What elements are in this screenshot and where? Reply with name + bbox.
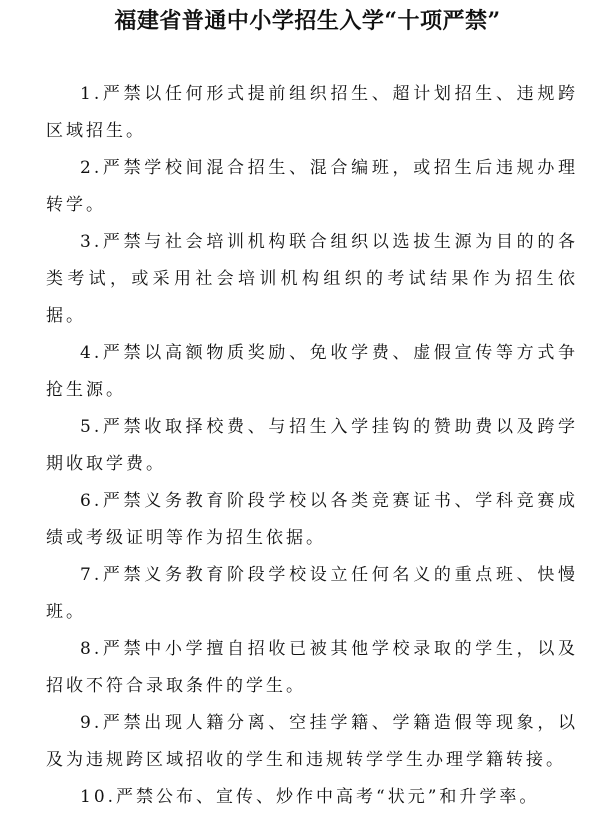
rule-item-6: 6.严禁义务教育阶段学校以各类竞赛证书、学科竞赛成绩或考级证明等作为招生依据。 xyxy=(46,491,578,548)
rule-item-7: 7.严禁义务教育阶段学校设立任何名义的重点班、快慢班。 xyxy=(46,565,578,622)
rule-item-5: 5.严禁收取择校费、与招生入学挂钩的赞助费以及跨学期收取学费。 xyxy=(46,417,578,474)
rule-item-3: 3.严禁与社会培训机构联合组织以选拔生源为目的的各类考试，或采用社会培训机构组织的考试结果作为招生依据。 xyxy=(46,232,578,326)
rule-item-2: 2.严禁学校间混合招生、混合编班，或招生后违规办理转学。 xyxy=(46,158,578,215)
rule-item-1: 1.严禁以任何形式提前组织招生、超计划招生、违规跨区域招生。 xyxy=(46,84,578,141)
rule-item-9: 9.严禁出现人籍分离、空挂学籍、学籍造假等现象，以及为违规跨区域招收的学生和违规转学学生办理学籍转接。 xyxy=(46,713,578,770)
document-title: 福建省普通中小学招生入学“十项严禁” xyxy=(114,8,501,34)
rule-item-10: 10.严禁公布、宣传、炒作中高考“状元”和升学率。 xyxy=(80,787,540,807)
document-body xyxy=(46,76,578,816)
rule-item-8: 8.严禁中小学擅自招收已被其他学校录取的学生，以及招收不符合录取条件的学生。 xyxy=(46,639,578,696)
rule-item-4: 4.严禁以高额物质奖励、免收学费、虚假宣传等方式争抢生源。 xyxy=(46,343,578,400)
